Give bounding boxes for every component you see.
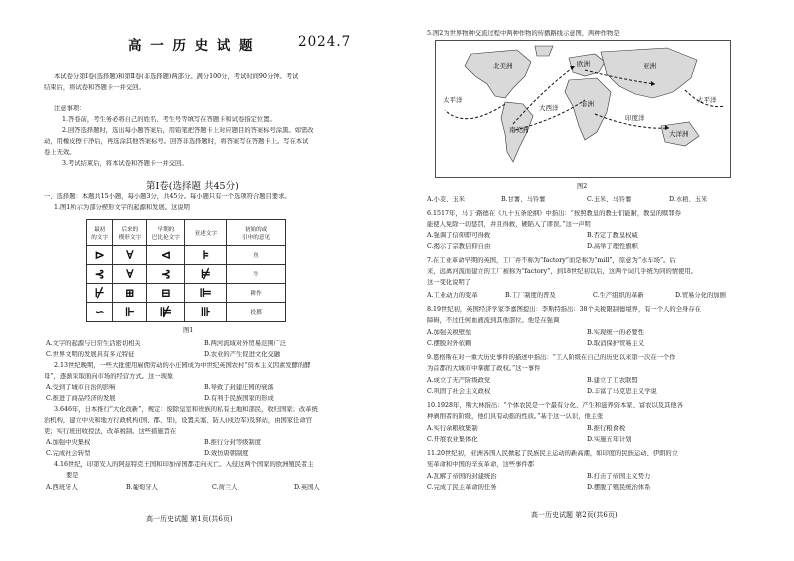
cuneiform-glyph: ⊪ [200, 305, 212, 319]
table-header: 最初 的文字 [87, 220, 113, 246]
cuneiform-glyph: ⊭ [200, 267, 212, 281]
option: A.成立了无产阶级政党 [427, 377, 491, 384]
cuneiform-glyph: ⊧ [202, 248, 210, 262]
map-label-south-america: 南美洲 [509, 126, 529, 134]
question-10-line: 10.1928年，斯大林指出：“个体农民是一个最有分化、产生和滋养资本家、富农以及其他各 [427, 402, 683, 409]
notice-line: 1.答卷前，考生务必将自己的姓名、考生号等填写在答题卡和试卷指定位置。 [62, 116, 276, 123]
question-4-line: 要是 [66, 472, 79, 479]
option: C.摆脱对外依赖 [427, 340, 472, 347]
table-cell-meaning: 投掷 [227, 303, 286, 322]
notice-heading: 注意事项： [54, 105, 86, 112]
option: D.实施五年计划 [587, 436, 632, 443]
option: B.打击了帝国主义势力 [587, 473, 651, 480]
map-label-north-america: 北美洲 [493, 62, 513, 70]
question-1-stem: 1.图1所示为部分楔形文字的起源和发展。这说明 [54, 204, 190, 211]
map-label-europe: 欧洲 [577, 60, 590, 68]
question-7-line: 7.在工业革命早期的英国，工厂并不称为“factory”而是称为“mill”，原意为“水车场”。后 [427, 257, 676, 264]
option: B.实现统一的必要性 [587, 329, 645, 336]
question-5-stem: 5.图2为世界物种交流过程中两种作物的传播路线示意图，两种作物是 [427, 30, 620, 37]
intro-line: 结束后，将试卷和答题卡一并交回。 [44, 84, 145, 91]
cuneiform-glyph: ⊰ [160, 267, 171, 281]
page-footer: 高一历史试题 第2页(共6页) [531, 511, 618, 519]
notice-line: 动，用橡皮擦干净后，再选涂其他答案标号。回答非选择题时，将答案写在答题卡上。写在本试 [44, 138, 309, 145]
figure-2-world-map [435, 40, 731, 178]
cuneiform-glyph: ⊫ [199, 286, 213, 300]
option: D.丰富了马克思主义学说 [587, 388, 657, 395]
cuneiform-glyph: ⊲ [160, 248, 171, 262]
option: A.加强关税壁垒 [427, 329, 472, 336]
table-header: 初始的或 引申的意见 [227, 220, 286, 246]
map-label-pacific-left: 太平洋 [443, 96, 463, 104]
cuneiform-glyph: ⊟ [160, 286, 171, 300]
option: D.高举了理性旗帜 [587, 243, 638, 250]
table-header: 后来的 楔形文字 [113, 220, 147, 246]
option: A.受到了城市自治的影响 [46, 384, 116, 391]
option: C.巩固了社会主义政权 [427, 388, 491, 395]
option: B.否定了教皇权威 [587, 232, 638, 239]
section-intro: 一、选择题：本题共15小题，每小题3分，共45分。每小题只有一个选项符合题目要求。 [44, 193, 291, 200]
option: B.工厂制度的普及 [505, 292, 556, 299]
option: D.农业的产生促进文化交融 [204, 351, 281, 358]
notice-line: 2.回答选择题时，选出每小题答案后，用铅笔把答题卡上对应题目的答案标号涂黑。如需改 [62, 127, 314, 134]
cuneiform-glyph: ∀ [126, 248, 134, 262]
option: C.开展农业集体化 [427, 436, 478, 443]
option: D.摆脱了殖民统治体系 [587, 484, 651, 491]
question-8-line: 障碍，不过任何血液流到其他部位。他是在强调 [427, 317, 560, 324]
section-title: 第Ⅰ卷(选择题 共45分) [146, 181, 239, 192]
option: A.小麦、玉米 [427, 196, 466, 203]
option: A.强调了信仰即可得救 [427, 232, 491, 239]
option: D.贸易分化的加剧 [675, 292, 726, 299]
option: A.文字的起源与日常生活密切相关 [46, 340, 141, 347]
right-page [397, 0, 794, 561]
question-3-line: 3.646年，日本推行“大化改新”，规定：废除皇室和贵族的私有土地和部民，收归国家；改革统 [54, 406, 318, 413]
exam-date: 2024.7 [298, 34, 352, 50]
option: B.建立了工农联盟 [587, 377, 638, 384]
option: C.荷兰人 [212, 484, 238, 491]
option: B.葡萄牙人 [126, 484, 158, 491]
option: C.揭示了宗教信仰自由 [427, 243, 491, 250]
cuneiform-glyph: ∀ [126, 267, 134, 281]
notice-line: 3.考试结束后，将本试卷和答题卡一并交回。 [62, 160, 188, 167]
figure-1-table [86, 219, 286, 322]
table-row [87, 265, 286, 284]
option: B.两河流域对外贸易范围广泛 [204, 340, 287, 347]
question-8-line: 8.19世纪初，英国经济学家李嘉图提出：李斯特指出：38个关税限制德境界，有一个人的全身存在 [427, 306, 701, 313]
map-label-oceania: 大洋洲 [669, 130, 689, 138]
table-cell-meaning: 牛 [227, 265, 286, 284]
option: D.英国人 [294, 484, 320, 491]
question-7-line: 这一变化说明了 [427, 279, 472, 286]
option: B.导致了封建庄园的衰落 [204, 384, 274, 391]
table-header: 早期的 巴比伦文字 [147, 220, 185, 246]
table-row [87, 284, 286, 303]
option: B.推行分封等级制度 [204, 439, 262, 446]
page-footer: 高一历史试题 第1页(共6页) [146, 515, 233, 523]
map-label-asia: 亚洲 [643, 62, 656, 70]
cuneiform-glyph: ⊰ [94, 267, 105, 281]
option: C.完成了民主革命的任务 [427, 484, 497, 491]
cuneiform-glyph: ⊬ [94, 286, 105, 300]
map-label-africa: 非洲 [581, 100, 594, 108]
cuneiform-glyph: ∽ [94, 305, 105, 319]
question-10-line: 种剥削者的阶级，他们具有动摇的性质。”基于这一认识，他主张 [427, 413, 604, 420]
figure-2-caption: 图2 [577, 183, 588, 190]
map-label-atlantic: 大西洋 [539, 104, 559, 112]
option: D.水稻、玉米 [669, 196, 708, 203]
table-row [87, 303, 286, 322]
option: D.效仿唐朝制度 [204, 450, 249, 457]
question-11-line: 11.20世纪初，亚洲各国人民掀起了民族民主运动的新高潮，如印度的民族运动、伊朗的立 [427, 450, 679, 457]
option: A.实行余粮收集制 [427, 425, 478, 432]
option: A.瓦解了帝国的封建统治 [427, 473, 497, 480]
cuneiform-glyph: ⊞ [124, 286, 135, 300]
option: B.甘薯、马铃薯 [501, 196, 546, 203]
option: A.西班牙人 [46, 484, 78, 491]
option: A.工业动力的变革 [427, 292, 478, 299]
question-3-line: 治机构，建立中央和地方行政机构(国、郡、里)，设置关塞、防人(戍边军)及驿站，由国家任命官 [44, 417, 312, 424]
table-header: 亚述文字 [185, 220, 227, 246]
intro-line: 本试卷分第Ⅰ卷(选择题)和第Ⅱ卷(非选择题)两部分。满分100分，考试时间90分钟。考试 [54, 73, 299, 80]
figure-1-caption: 图1 [183, 327, 194, 334]
exam-title: 高 一 历 史 试 题 [128, 38, 255, 54]
cuneiform-glyph: ⊯ [159, 305, 173, 319]
question-6-line: 能使人免除一切惩罚，并且得救，硬陷入了谬误。”这一声明 [427, 221, 591, 228]
notice-line: 卷上无效。 [44, 149, 76, 156]
question-2-line: 2.13世纪晚期，一些大批使用雇佣劳动的小庄园成为中世纪英国农村“资本主义因素发酵的酵 [54, 362, 311, 369]
option: C.生产组织的革新 [593, 292, 644, 299]
option: C.完成社会转型 [46, 450, 91, 457]
question-9-line: 为首都的大城市中掌握了政权。”这一事件 [427, 365, 541, 372]
option: D.取消保护贸易主义 [587, 340, 645, 347]
option: C.推进了商品经济的发展 [46, 395, 116, 402]
cuneiform-glyph: ⊳ [94, 248, 105, 262]
option: C.世界文明的发展具有多元特征 [46, 351, 135, 358]
question-7-line: 来，远离河流而建立的工厂被称为“factory”，到18世纪初以后，这两个词几乎统为同的情使用。 [427, 268, 697, 275]
option: A.加强中央集权 [46, 439, 91, 446]
table-cell-meaning: 鱼 [227, 246, 286, 265]
map-label-pacific-right: 太平洋 [697, 96, 717, 104]
option: D.有利于民族国家的形成 [204, 395, 274, 402]
option: B.推行粮食税 [587, 425, 626, 432]
option: C.玉米、马铃薯 [587, 196, 632, 203]
question-2-line: 母”，逐渐采取面向市场的经营方式。这一现象 [44, 373, 174, 380]
question-3-line: 吏；实行班田收授法，改革税制。这些措施旨在 [44, 428, 177, 435]
table-cell-meaning: 耕作 [227, 284, 286, 303]
question-11-line: 宪革命和中国的辛亥革命，这些事件都 [427, 461, 535, 468]
question-6-line: 6.1517年，马丁·路德在《九十五条论纲》中指出：“按照教皇的教士们能耐，教皇的赎罪券 [427, 210, 681, 217]
cuneiform-glyph: ⊩ [124, 305, 136, 319]
map-label-indian: 印度洋 [625, 114, 645, 122]
question-9-line: 9.恩格斯在对一重大历史事件的描述中指出：“工人阶级在自己的历史以来第一次在一个作 [427, 354, 676, 361]
table-row [87, 246, 286, 265]
question-4-line: 4.16世纪，印第安人的阿兹特克王国和印加帝国都走向灭亡。入侵这两个国家的欧洲殖民者主 [54, 461, 314, 468]
